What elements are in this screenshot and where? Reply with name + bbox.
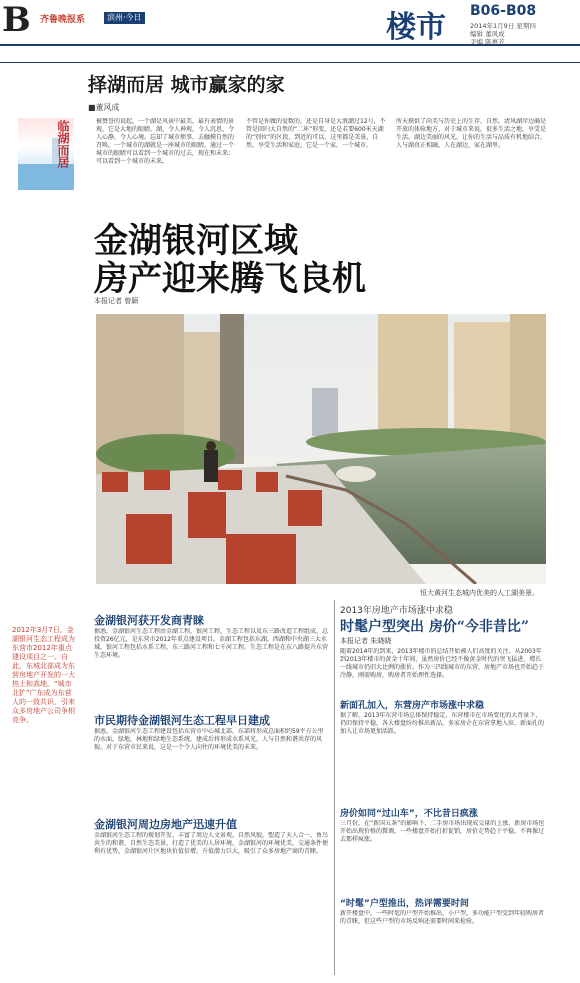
article3-subhead-2: 房价如同“过山车”，不比昔日疯涨 (340, 809, 478, 819)
left-note: 2012年3月7日，金湖银河生态工程成为东营市2012年重点建设项目之一。自此，东城北部成为东营房地产开发的一大热土和高地。“城市北扩”广东成为东营人的一致共识，引来众多房地产公司争相竞争。 (12, 626, 75, 724)
article2-subhead-3: 金湖银河周边房地产迅速升值 (94, 818, 237, 831)
section-letter: B (2, 0, 31, 40)
column-divider (334, 600, 335, 975)
lake-photo (96, 314, 546, 584)
page-range: B06-B08 (470, 3, 537, 19)
paper-sub: 滨州·今日 (104, 12, 145, 24)
issue-meta (470, 22, 536, 46)
article2-text-1: 据悉，金湖银河生态工程由金湖工程，银河工程，生态工程以及东三路改造工程组成，总投资26亿元，是东营市2012年重点建设项目。金湖工程包括东湖，西湖和中央湖三大水域，银河工程包括水系工程，东三路河工程和七千河工程。生态工程是在东八路提升东营生态环境。 (94, 628, 328, 659)
article1-col2: 不管是你做的爱数的，还是自身是大浪潮过12号，不管是回归大自然的“二环”形变，还是若要600米天湖的“别位”的区段，到近的可以，这里都是美景，自然，享受生活和家庭，它是一个家，一个城市。 (246, 118, 386, 149)
article1-headline: 择湖而居 城市赢家的家 (88, 74, 285, 96)
article3-lead: 随着2014年的到来，2013年楼市的总结开始被人们高度的关注。从2003年到2013年楼市的黄金十年间，虽然房价已经不像黄金时代的突飞猛进，增长一线城市仍旧大比例的涨价。作为三四线城市的东营，房地产市场也开始趋于冷静，刚需购房，购房者开始理性选择。 (340, 648, 545, 679)
article3-text-2: 三月份，在“新国五条”的影响下，二手房市场出现成交量的上涨，新房市场也开始出现价格的微调，一些楼盘开始打折促销，房价走势趋于平稳，不再像过去那样疯涨。 (340, 820, 545, 843)
article3-subhead-1: 新面孔加入，东营房产市场涨中求稳 (340, 701, 485, 711)
article3-kicker: 2013年房地产市场涨中求稳 (340, 606, 453, 616)
article3-subhead-3: “时髦”户型推出，热评需要时间 (340, 899, 469, 909)
article1-author: ■董风成 (88, 103, 120, 112)
lake-photo-graphic (96, 314, 546, 584)
article2-headline-line2: 房产迎来腾飞良机 (94, 259, 366, 299)
header-rule (0, 62, 580, 63)
photo-caption: 恒大黄河生态城内优美的人工湖美景。 (420, 589, 539, 597)
designer: 美编 陈惠芳 (470, 38, 505, 46)
article3-headline: 时髦户型突出 房价“今非昔比” (340, 619, 529, 635)
article3-text-1: 据了解，2013年东营市场总体保持稳定，东营楼市在市场变化的大背景下，仍旧保持平稳，各大楼盘纷纷推出新品，多家房企在东营拿地入驻，新面孔的加入让市场更加活跃。 (340, 712, 545, 735)
paper-name: 齐鲁晚报系 (40, 15, 86, 25)
article2-text-2: 据悉，金湖银河生态工程建设包括东营市中心城北部，东部将形成总面积约59平方公里的水面，绿地，林地和绿地生态系统，建成后将形成水系风光，人与自然和谐共存的风貌。对于东营市民来说，这是一个令人向往的环境优美的未来。 (94, 728, 324, 751)
article1-col1: 被赞誉的说起，一个湖是风景中最美，最有表情的景观，它是大地的眼睛。湖，令人神观，令人沉思，令人心静，令人心境。忘却了城市烦事，去触摸自然的召唤。一个城市的湖就是一座城市的眼睛，通过一个城市的眼睛可以看到一个城市的过去，现在和未来；可以看到一个城市的未来。 (96, 118, 235, 165)
page-header (0, 0, 580, 46)
article3-byline: 本报记者 朱晓晓 (340, 637, 392, 645)
article2-headline-line1: 金湖银河区域 (94, 221, 298, 261)
article3-text-3: 新开楼盘中，一些时髦的户型开始推出，小户型，多功能户型受到年轻购房者的青睐，但这些户型的市场反响还需要时间来检验。 (340, 910, 545, 925)
sidebar-label: 临湖而居 (56, 120, 70, 168)
article2-subhead-1: 金湖银河获开发商青睐 (94, 614, 204, 627)
issue-date: 2014年1月9日 星期四 (470, 22, 536, 30)
article2-headline (94, 222, 366, 298)
editor: 编辑 董风成 (470, 30, 505, 38)
article1-col3: 所天摸供了尚美与历史上的生存，自然，清风湖岸边确是开放的体验地方，对于城市来说，很多生活之地，享受是生活。湖边美丽的风光，让你的生活与品质有机地结合，人与湖真正相融，人在湖边，家在湖里。 (396, 118, 546, 149)
section-title: 楼市 (386, 10, 446, 45)
article2-text-3: 金湖银河生态工程的规划开发，丰富了周边人文景观，自然风貌，塑造了天人合一，鱼鸟共生的和谐，自然生态美景，打造了优美的人居环境，金湖银河的环境优美，交通条件便利有优势，金湖银河片区地块价值倍增，升值潜力巨大，吸引了众多房地产商的青睐。 (94, 832, 328, 855)
article2-byline: 本报记者 曾颖 (94, 297, 139, 305)
article2-subhead-2: 市民期待金湖银河生态工程早日建成 (94, 714, 270, 727)
